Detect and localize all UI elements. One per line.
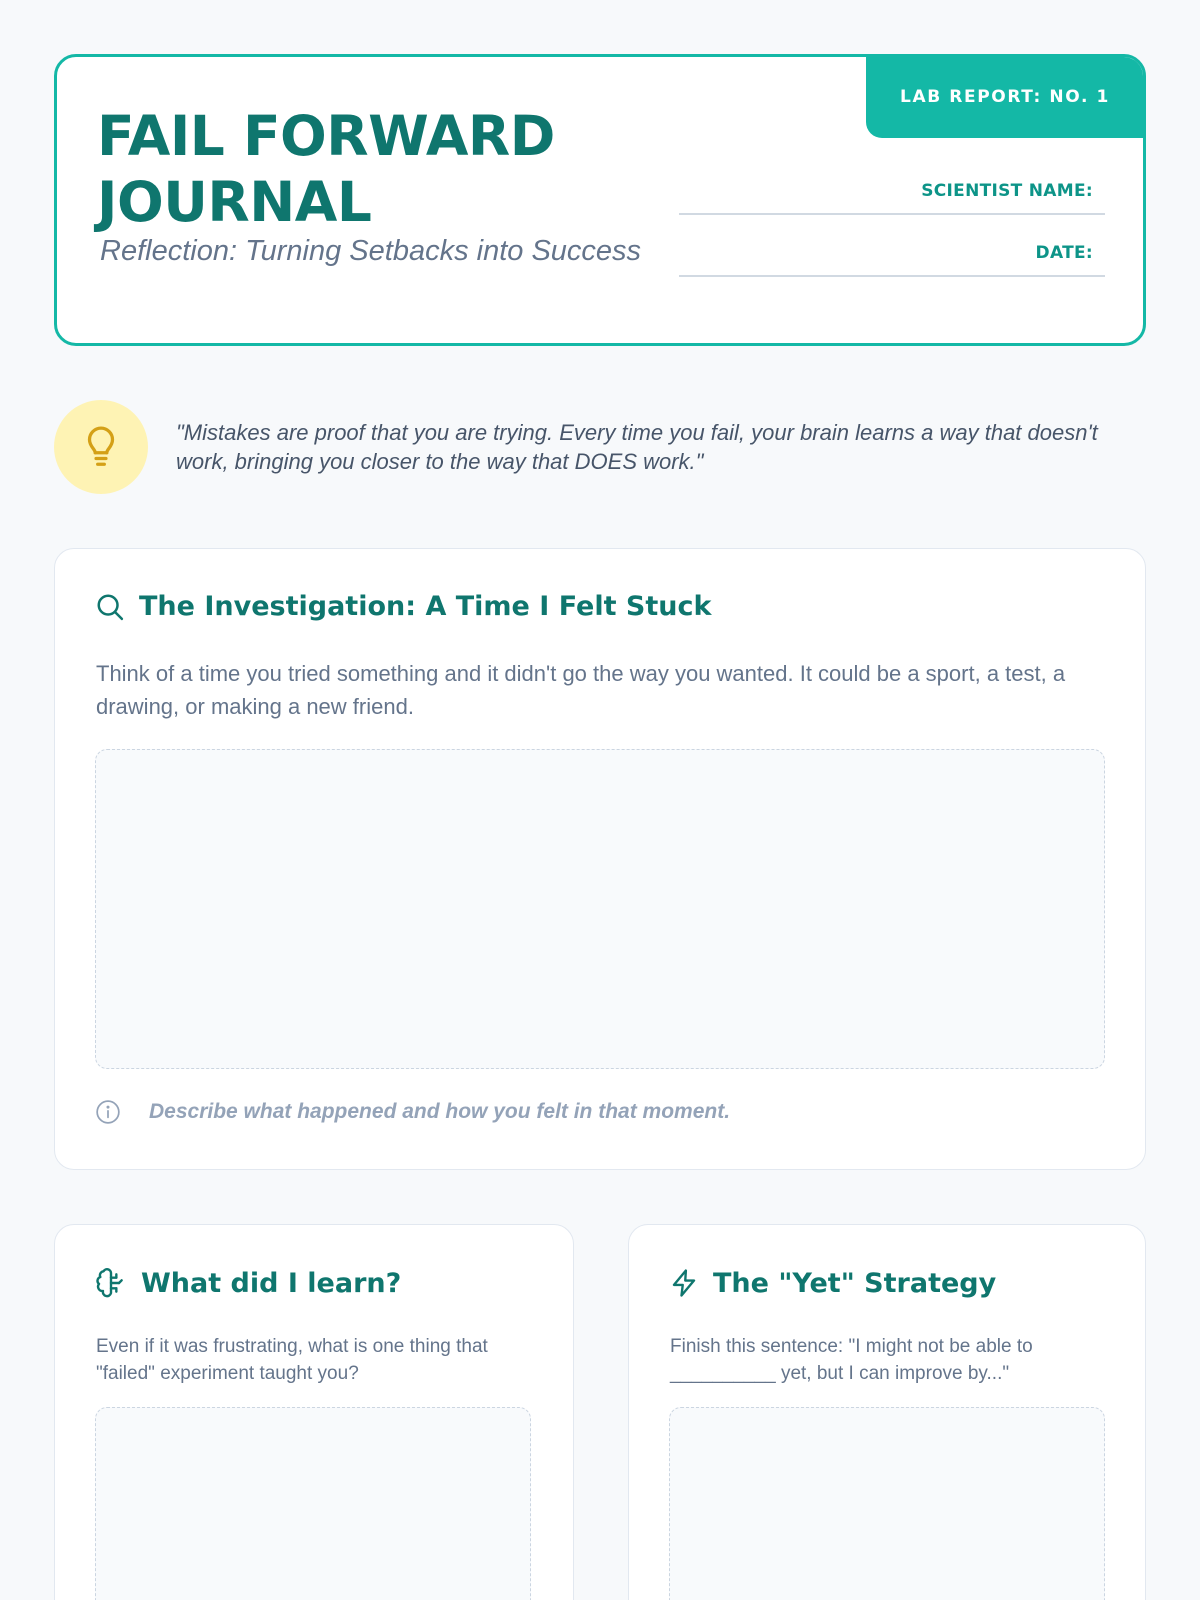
page-subtitle: Reflection: Turning Setbacks into Success bbox=[100, 235, 642, 267]
lightbulb-icon bbox=[81, 424, 121, 470]
header-card bbox=[54, 54, 1146, 346]
yet-strategy-section bbox=[628, 1224, 1146, 1600]
investigation-answer-box[interactable] bbox=[95, 749, 1105, 1069]
page-title: FAIL FORWARD JOURNAL bbox=[97, 104, 555, 234]
learn-section bbox=[54, 1224, 574, 1600]
learn-title: What did I learn? bbox=[141, 1267, 402, 1299]
quote-text: "Mistakes are proof that you are trying. Every time you fail, your brain learns a way that doesn't work, bringing you closer to the way that DOES work." bbox=[176, 420, 1098, 474]
yet-strategy-answer-box[interactable] bbox=[669, 1407, 1105, 1600]
search-icon bbox=[95, 592, 125, 622]
scientist-name-label: SCIENTIST NAME: bbox=[921, 181, 1093, 201]
yet-strategy-description: Finish this sentence: "I might not be able to __________ yet, but I can improve by..." bbox=[670, 1336, 1033, 1384]
yet-strategy-header bbox=[669, 1267, 996, 1299]
learn-answer-box[interactable] bbox=[95, 1407, 531, 1600]
investigation-section bbox=[54, 548, 1146, 1170]
motivational-quote bbox=[54, 400, 1146, 496]
investigation-hint-text: Describe what happened and how you felt in that moment. bbox=[149, 1100, 731, 1123]
date-field[interactable] bbox=[679, 243, 1105, 277]
lab-report-tab: LAB REPORT: NO. 1 bbox=[866, 56, 1144, 138]
lightning-icon bbox=[669, 1267, 699, 1299]
learn-description: Even if it was frustrating, what is one thing that "failed" experiment taught you? bbox=[96, 1336, 488, 1384]
investigation-hint bbox=[95, 1099, 730, 1125]
investigation-title: The Investigation: A Time I Felt Stuck bbox=[139, 591, 712, 622]
info-icon bbox=[95, 1099, 121, 1125]
learn-header bbox=[95, 1267, 401, 1299]
yet-strategy-title: The "Yet" Strategy bbox=[713, 1267, 997, 1299]
investigation-header bbox=[95, 591, 711, 622]
brain-icon bbox=[95, 1267, 127, 1299]
investigation-description: Think of a time you tried something and it didn't go the way you wanted. It could be a sport, a test, a drawing, or making a new friend. bbox=[96, 661, 1066, 719]
date-label: DATE: bbox=[1035, 243, 1093, 263]
lightbulb-badge bbox=[54, 400, 148, 494]
scientist-name-field[interactable] bbox=[679, 181, 1105, 215]
